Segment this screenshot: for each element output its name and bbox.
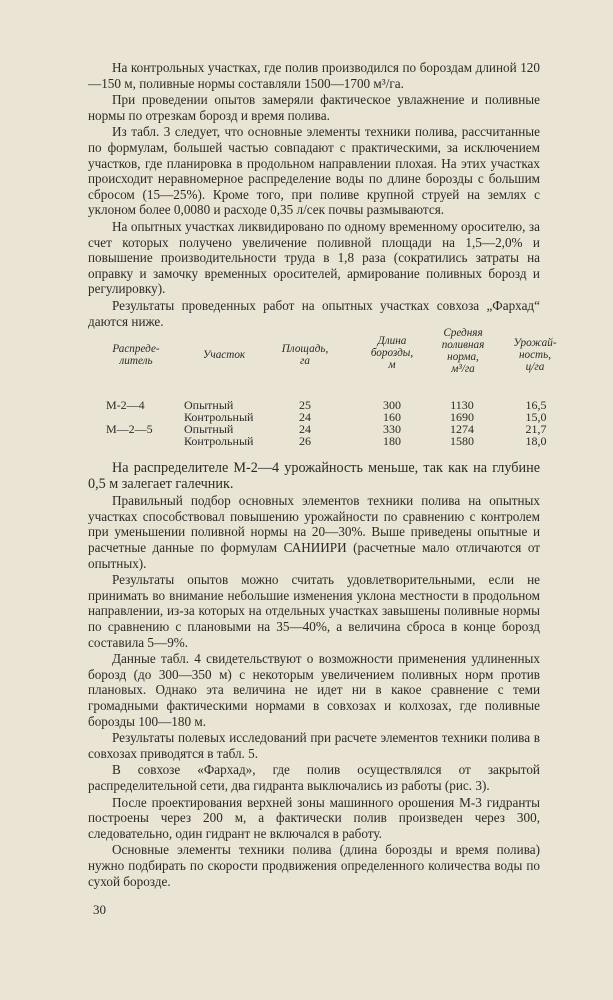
paragraph: При проведении опытов замеряли фактическое увлажнение и поливные нормы по отрезкам борозд и время полива. xyxy=(88,92,540,123)
paragraph: На распределителе М-2—4 урожайность меньше, так как на глубине 0,5 м залегает галечник. xyxy=(88,460,540,492)
paragraph: Из табл. 3 следует, что основные элементы техники полива, рассчитанные по формулам, большей частью совпадают с практическими, за исключением участков, где планировка в продольном направлении плохая. На этих участках происходит неравномерное распределение воды по длине борозды с большим сбросом (15—25%). Кроме того, при поливе крупной струей на землях с уклоном более 0,0080 и расходе 0,35 л/сек почвы размываются. xyxy=(88,124,540,218)
cell-norm: 1580 xyxy=(450,434,474,449)
cell-norm: 1690 xyxy=(450,410,474,425)
body-text xyxy=(88,60,557,890)
paragraph: После проектирования верхней зоны машинного орошения М-3 гидранты построены через 200 м, а фактически полив произведен через 300, следовательно, один гидрант не включался в работу. xyxy=(88,794,540,841)
paragraph: Правильный подбор основных элементов техники полива на опытных участках способствовал повышению урожайности по сравнению с контролем при уменьшении поливной нормы на 20—30%. Выше приведены опытные и расчетные данные по формулам САНИИРИ (расчетные мало отличаются от опытных). xyxy=(88,493,540,571)
table-row xyxy=(88,434,547,449)
header-distributor: Распреде- литель xyxy=(112,343,160,368)
cell-norm: 1130 xyxy=(450,398,474,413)
cell-length: 180 xyxy=(383,434,401,449)
header-plot: Участок xyxy=(202,349,246,362)
paragraph: В совхозе «Фархад», где полив осуществлялся от закрытой распределительной сети, два гидранта выключались из работы (рис. 3). xyxy=(88,762,540,793)
paragraph: Результаты опытов можно считать удовлетворительными, если не принимать во внимание небольшие изменения уклона местности в продольном направлении, из-за которых на отдельных участках завышены поливные нормы по сравнению с плановыми на 35—40%, а величина сброса в конце борозд составила 5—9%. xyxy=(88,572,540,650)
cell-area: 26 xyxy=(299,434,311,449)
cell-distributor: М-2—4 xyxy=(106,398,145,413)
cell-yield: 16,5 xyxy=(525,398,547,413)
cell-length: 160 xyxy=(383,410,401,425)
cell-area: 24 xyxy=(299,410,311,425)
cell-area: 24 xyxy=(299,422,311,437)
results-table xyxy=(88,327,557,449)
cell-plot: Опытный xyxy=(184,398,234,413)
cell-yield: 15,0 xyxy=(525,410,547,425)
cell-yield: 18,0 xyxy=(525,434,547,449)
header-length: Длина борозды, м xyxy=(370,335,414,372)
paragraph: Результаты полевых исследований при расчете элементов техники полива в совхозах приводятся в табл. 5. xyxy=(88,730,540,761)
cell-yield: 21,7 xyxy=(525,422,547,437)
header-yield: Урожай- ность, ц/га xyxy=(513,337,557,374)
cell-distributor: М—2—5 xyxy=(106,422,153,437)
cell-length: 330 xyxy=(383,422,401,437)
paragraph: На контрольных участках, где полив производился по бороздам длиной 120—150 м, поливные нормы составляли 1500—1700 м³/га. xyxy=(88,60,540,91)
cell-plot: Контрольный xyxy=(184,410,254,425)
cell-area: 25 xyxy=(299,398,311,413)
cell-plot: Контрольный xyxy=(184,434,254,449)
header-norm: Средняя поливная норма, м³/га xyxy=(441,327,485,376)
paragraph: Результаты проведенных работ на опытных участках совхоза „Фархад“ даются ниже. xyxy=(88,297,540,329)
header-area: Площадь, га xyxy=(281,343,329,368)
page-number: 30 xyxy=(93,902,106,917)
paragraph: На опытных участках ликвидировано по одному временному оросителю, за счет которых получено увеличение поливной площади на 1,5—2,0% и повышение производительности труда в 1,8 раза (сократились затраты на оправку и замочку временных оросителей, армирование поливных борозд и регулировку). xyxy=(88,218,540,297)
cell-plot: Опытный xyxy=(184,422,234,437)
paragraph: Основные элементы техники полива (длина борозды и время полива) нужно подбирать по скорости продвижения определенного количества воды по сухой борозде. xyxy=(88,842,540,889)
paragraph: Данные табл. 4 свидетельствуют о возможности применения удлиненных борозд (до 300—350 м) с некоторым увеличением поливных норм против плановых. Однако эта величина не идет ни в какое сравнение с теми громадными фактическими нормами в совхозах и колхозах, где поливные борозды 100—180 м. xyxy=(88,651,540,729)
cell-length: 300 xyxy=(383,398,401,413)
cell-norm: 1274 xyxy=(450,422,474,437)
